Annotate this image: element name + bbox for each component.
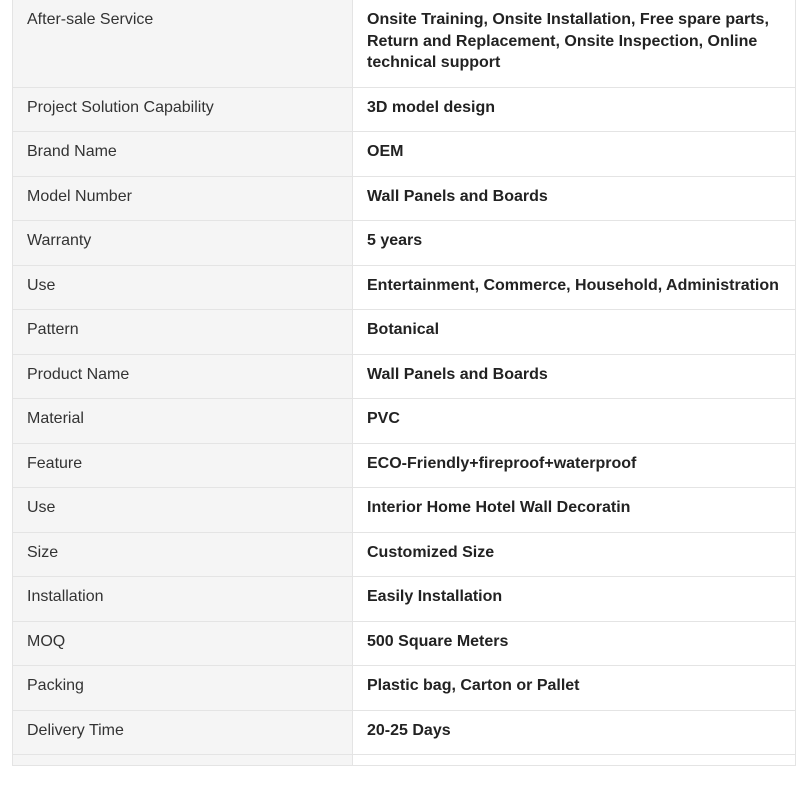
spec-label: Pattern — [13, 310, 353, 355]
spec-row-warranty — [13, 221, 796, 266]
spec-row-moq — [13, 621, 796, 666]
spec-label: Brand Name — [13, 132, 353, 177]
spec-label: Use — [13, 488, 353, 533]
spec-row-pattern — [13, 310, 796, 355]
spec-row-model-number — [13, 176, 796, 221]
spec-value: Entertainment, Commerce, Household, Administration — [353, 265, 796, 310]
spec-label: Installation — [13, 577, 353, 622]
spec-value: Customized Size — [353, 532, 796, 577]
spec-row-packing — [13, 666, 796, 711]
spec-label: After-sale Service — [13, 0, 353, 87]
spec-row-size — [13, 532, 796, 577]
spec-label: Product Name — [13, 354, 353, 399]
spec-row-partial — [13, 755, 796, 766]
spec-value: Botanical — [353, 310, 796, 355]
spec-value: Onsite Training, Onsite Installation, Free spare parts, Return and Replacement, Onsite Inspection, Online technical support — [353, 0, 796, 87]
spec-value: OEM — [353, 132, 796, 177]
spec-value-empty — [353, 755, 796, 766]
product-spec-table — [12, 0, 796, 766]
spec-label: Model Number — [13, 176, 353, 221]
spec-row-delivery-time — [13, 710, 796, 755]
spec-value: Interior Home Hotel Wall Decoratin — [353, 488, 796, 533]
spec-value: 20-25 Days — [353, 710, 796, 755]
spec-value: ECO-Friendly+fireproof+waterproof — [353, 443, 796, 488]
spec-label-empty — [13, 755, 353, 766]
spec-row-material — [13, 399, 796, 444]
spec-row-feature — [13, 443, 796, 488]
spec-value: Wall Panels and Boards — [353, 176, 796, 221]
spec-label: Warranty — [13, 221, 353, 266]
spec-label: Delivery Time — [13, 710, 353, 755]
spec-row-installation — [13, 577, 796, 622]
spec-label: MOQ — [13, 621, 353, 666]
spec-label: Packing — [13, 666, 353, 711]
spec-value: 5 years — [353, 221, 796, 266]
spec-value: Wall Panels and Boards — [353, 354, 796, 399]
spec-label: Use — [13, 265, 353, 310]
spec-label: Size — [13, 532, 353, 577]
spec-row-project-solution-capability — [13, 87, 796, 132]
spec-label: Project Solution Capability — [13, 87, 353, 132]
spec-row-use-2 — [13, 488, 796, 533]
spec-row-use — [13, 265, 796, 310]
spec-value: 500 Square Meters — [353, 621, 796, 666]
spec-table-body — [13, 0, 796, 766]
spec-value: 3D model design — [353, 87, 796, 132]
spec-value: Easily Installation — [353, 577, 796, 622]
spec-value: PVC — [353, 399, 796, 444]
spec-row-after-sale-service — [13, 0, 796, 87]
spec-label: Material — [13, 399, 353, 444]
spec-row-product-name — [13, 354, 796, 399]
spec-value: Plastic bag, Carton or Pallet — [353, 666, 796, 711]
spec-label: Feature — [13, 443, 353, 488]
spec-row-brand-name — [13, 132, 796, 177]
